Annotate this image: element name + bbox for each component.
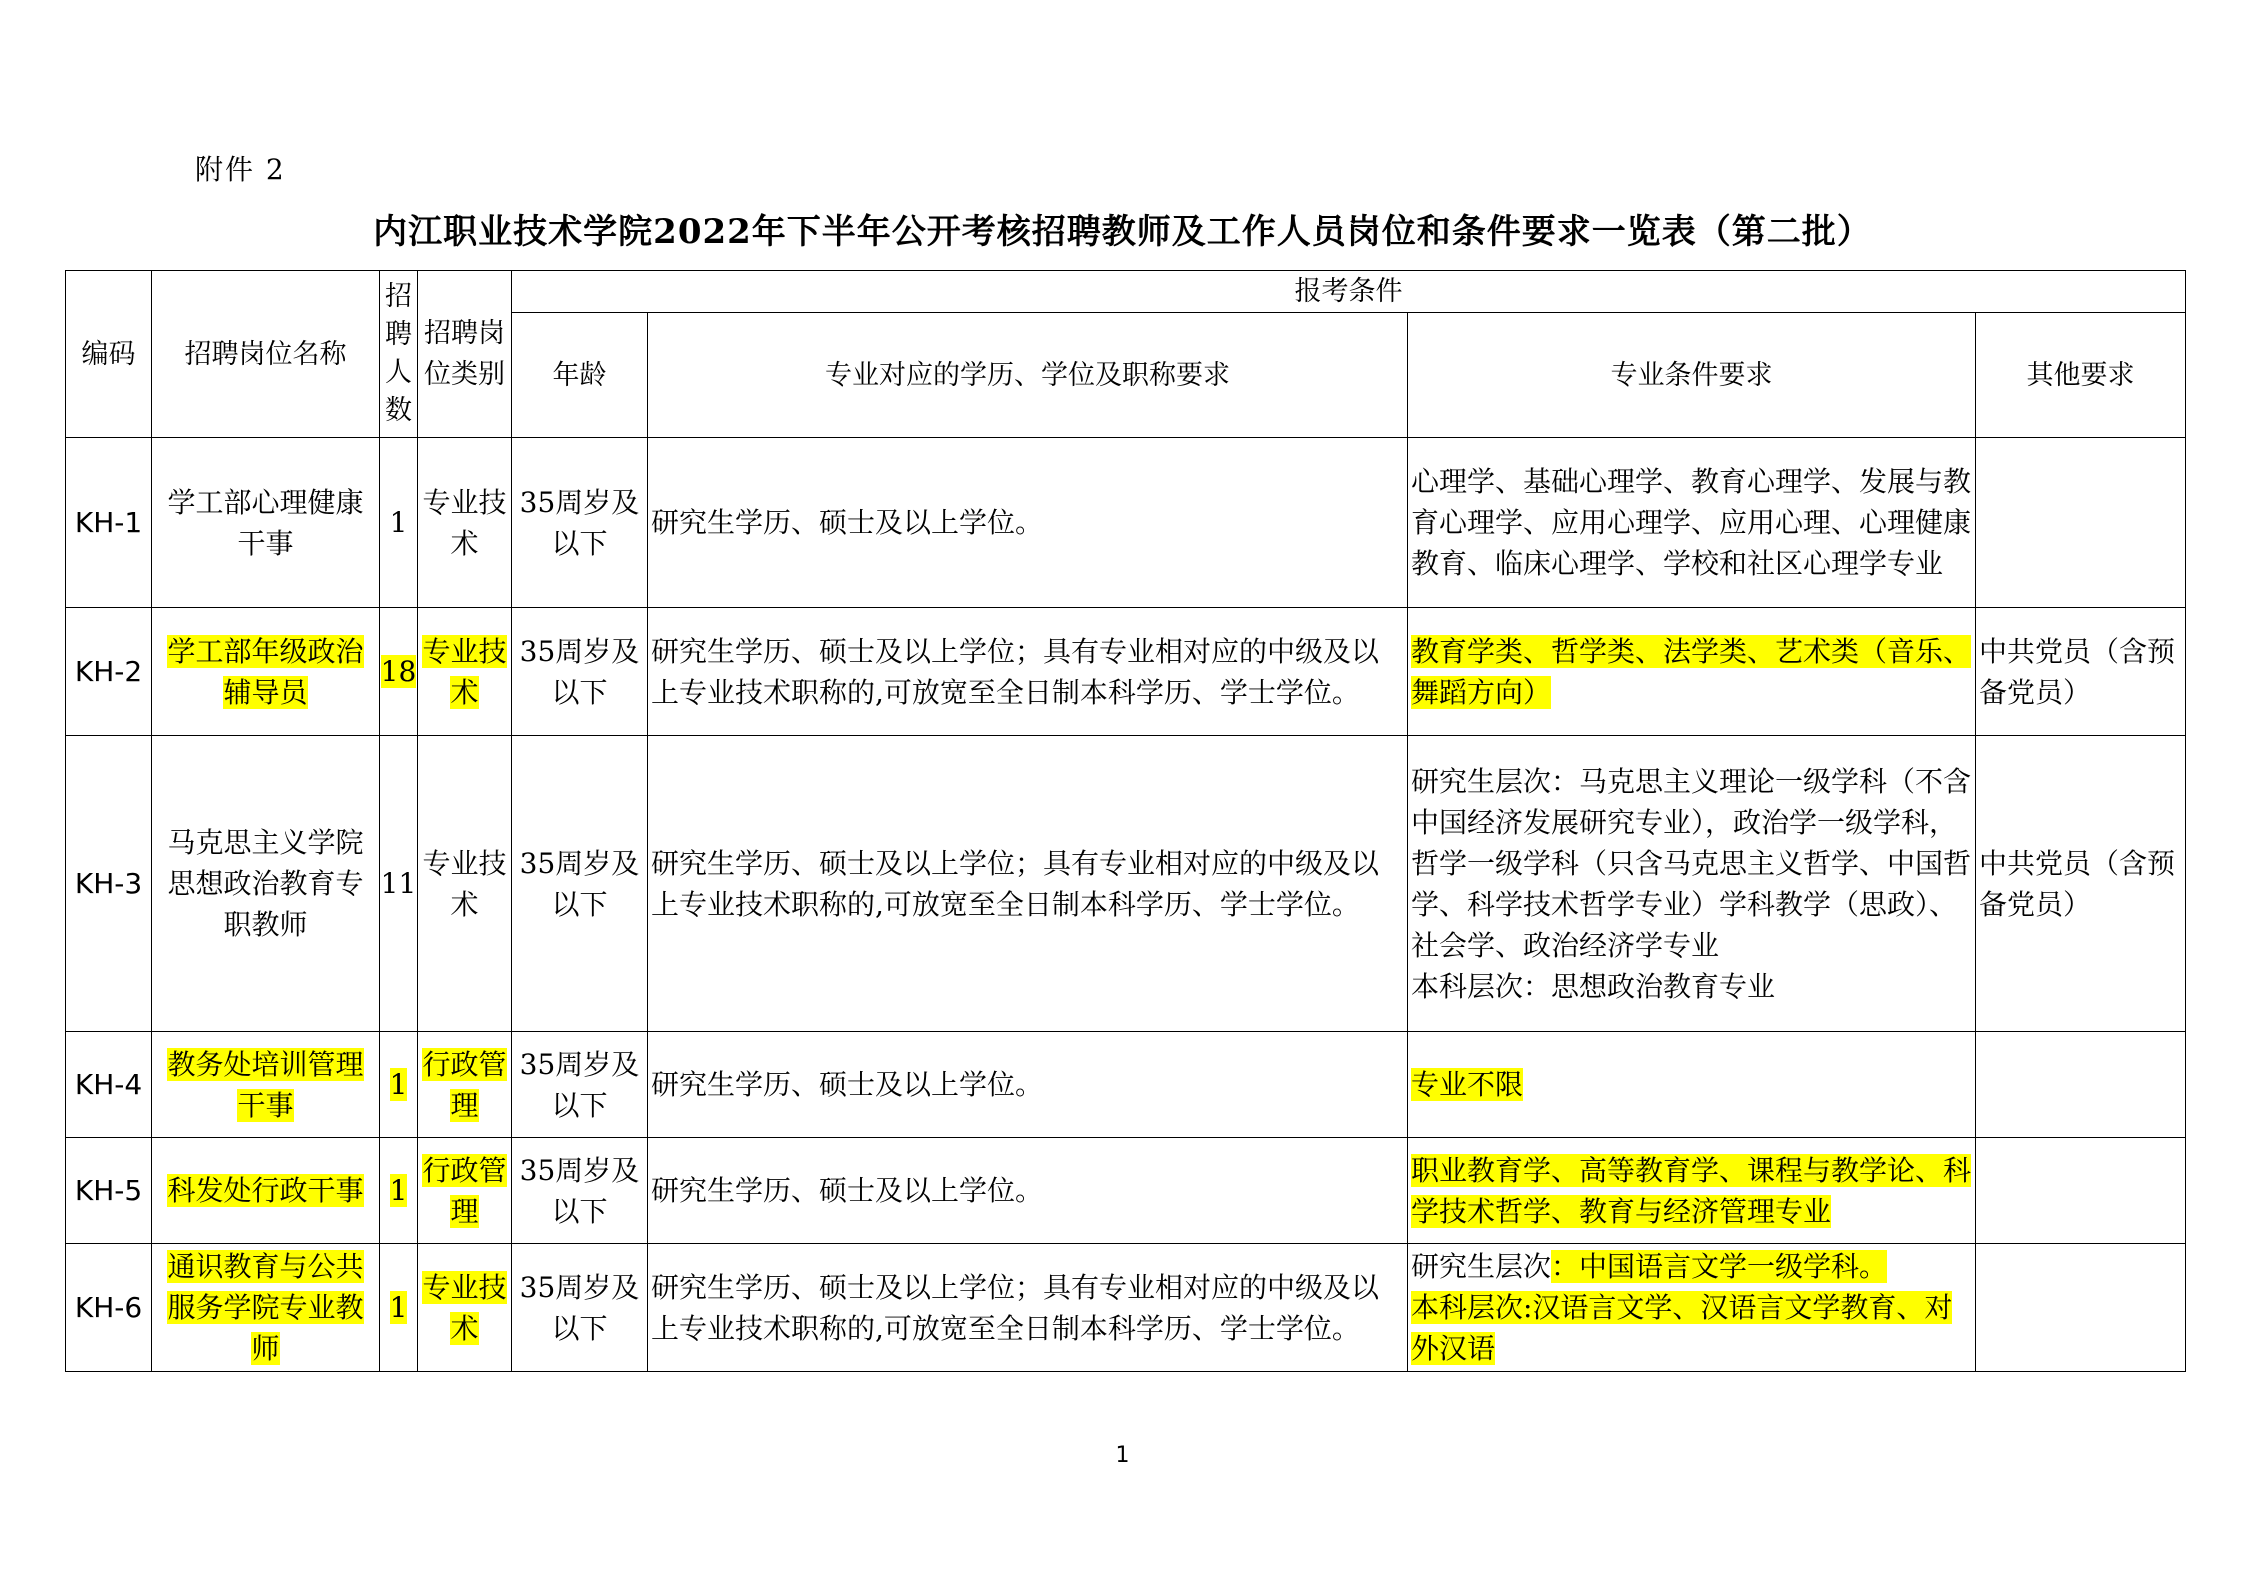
- attachment-label: 附件 2: [195, 153, 286, 186]
- row-education: 研究生学历、硕士及以上学位；具有专业相对应的中级及以上专业技术职称的,可放宽至全日制本科学历、学士学位。: [648, 1244, 1408, 1372]
- header-code: 编码: [66, 271, 152, 438]
- row-count: 18: [380, 655, 417, 688]
- row-position-name: 学工部心理健康干事: [152, 438, 380, 608]
- row-major: 教育学类、哲学类、法学类、艺术类（音乐、舞蹈方向）: [1411, 634, 1972, 709]
- row-count: 1: [389, 1068, 408, 1101]
- row-age: 35周岁及以下: [512, 1032, 648, 1138]
- row-code: KH-5: [66, 1138, 152, 1244]
- row-category: 专业技术: [418, 438, 512, 608]
- row-code: KH-3: [66, 736, 152, 1032]
- row-count: 1: [380, 438, 418, 608]
- row-other: [1976, 1138, 2186, 1244]
- row-position-name: 科发处行政干事: [167, 1174, 364, 1207]
- row-category: 行政管理: [422, 1047, 507, 1122]
- recruitment-table: [65, 270, 2186, 1372]
- row-major: 职业教育学、高等教育学、课程与教学论、科学技术哲学、教育与经济管理专业: [1411, 1153, 1972, 1228]
- row-count: 1: [389, 1174, 408, 1207]
- row-education: 研究生学历、硕士及以上学位。: [648, 1032, 1408, 1138]
- row-major: [1408, 1244, 1976, 1372]
- row-age: 35周岁及以下: [512, 736, 648, 1032]
- header-education: 专业对应的学历、学位及职称要求: [648, 313, 1408, 438]
- row-code: KH-1: [66, 438, 152, 608]
- row-education: 研究生学历、硕士及以上学位。: [648, 1138, 1408, 1244]
- row-major-graduate: ：中国语言文学一级学科。: [1551, 1250, 1888, 1283]
- row-major-undergraduate: 本科层次：思想政治教育专业: [1411, 969, 1776, 1003]
- header-conditions: 报考条件: [512, 271, 2186, 313]
- row-category: 行政管理: [422, 1153, 507, 1228]
- row-major: [1408, 736, 1976, 1032]
- row-other: [1976, 1244, 2186, 1372]
- row-major: 心理学、基础心理学、教育心理学、发展与教育心理学、应用心理学、应用心理、心理健康教育、临床心理学、学校和社区心理学专业: [1408, 438, 1976, 608]
- row-code: KH-6: [66, 1244, 152, 1372]
- row-other: [1976, 1032, 2186, 1138]
- table-row: [66, 1244, 2186, 1372]
- document-title: 内江职业技术学院2022年下半年公开考核招聘教师及工作人员岗位和条件要求一览表（第二批）: [373, 212, 1872, 252]
- row-other: 中共党员（含预备党员）: [1976, 736, 2186, 1032]
- row-category: 专业技术: [422, 634, 507, 709]
- row-major-graduate: 研究生层次：马克思主义理论一级学科（不含中国经济发展研究专业），政治学一级学科，哲学一级学科（只含马克思主义哲学、中国哲学、科学技术哲学专业）学科教学（思政）、社会学、政治经济学专业: [1411, 764, 1972, 962]
- row-education: 研究生学历、硕士及以上学位。: [648, 438, 1408, 608]
- row-age: 35周岁及以下: [512, 1244, 648, 1372]
- row-code: KH-4: [66, 1032, 152, 1138]
- row-age: 35周岁及以下: [512, 608, 648, 736]
- row-major-graduate-prefix: 研究生层次: [1411, 1250, 1552, 1283]
- header-age: 年龄: [512, 313, 648, 438]
- row-other: [1976, 438, 2186, 608]
- table-row: [66, 608, 2186, 736]
- row-position-name: 学工部年级政治辅导员: [167, 634, 364, 709]
- row-count: 1: [389, 1291, 408, 1324]
- row-major-undergraduate: 本科层次:汉语言文学、汉语言文学教育、对外汉语: [1411, 1291, 1953, 1365]
- header-count: 招聘人数: [380, 271, 418, 438]
- page-number: 1: [1115, 1443, 1130, 1468]
- table-row: [66, 1032, 2186, 1138]
- header-other: 其他要求: [1976, 313, 2186, 438]
- row-education: 研究生学历、硕士及以上学位；具有专业相对应的中级及以上专业技术职称的,可放宽至全日制本科学历、学士学位。: [648, 736, 1408, 1032]
- row-other: 中共党员（含预备党员）: [1976, 608, 2186, 736]
- row-major: 专业不限: [1411, 1068, 1524, 1101]
- row-position-name: 马克思主义学院思想政治教育专职教师: [152, 736, 380, 1032]
- header-position-name: 招聘岗位名称: [152, 271, 380, 438]
- row-category: 专业技术: [422, 1270, 507, 1345]
- table-row: [66, 1138, 2186, 1244]
- header-category: 招聘岗位类别: [418, 271, 512, 438]
- row-age: 35周岁及以下: [512, 1138, 648, 1244]
- row-count: 11: [380, 736, 418, 1032]
- row-position-name: 教务处培训管理干事: [167, 1047, 364, 1122]
- row-age: 35周岁及以下: [512, 438, 648, 608]
- header-major: 专业条件要求: [1408, 313, 1976, 438]
- row-category: 专业技术: [418, 736, 512, 1032]
- table-row: [66, 438, 2186, 608]
- row-code: KH-2: [66, 608, 152, 736]
- table-row: [66, 736, 2186, 1032]
- row-education: 研究生学历、硕士及以上学位；具有专业相对应的中级及以上专业技术职称的,可放宽至全日制本科学历、学士学位。: [648, 608, 1408, 736]
- row-position-name: 通识教育与公共服务学院专业教师: [167, 1250, 364, 1365]
